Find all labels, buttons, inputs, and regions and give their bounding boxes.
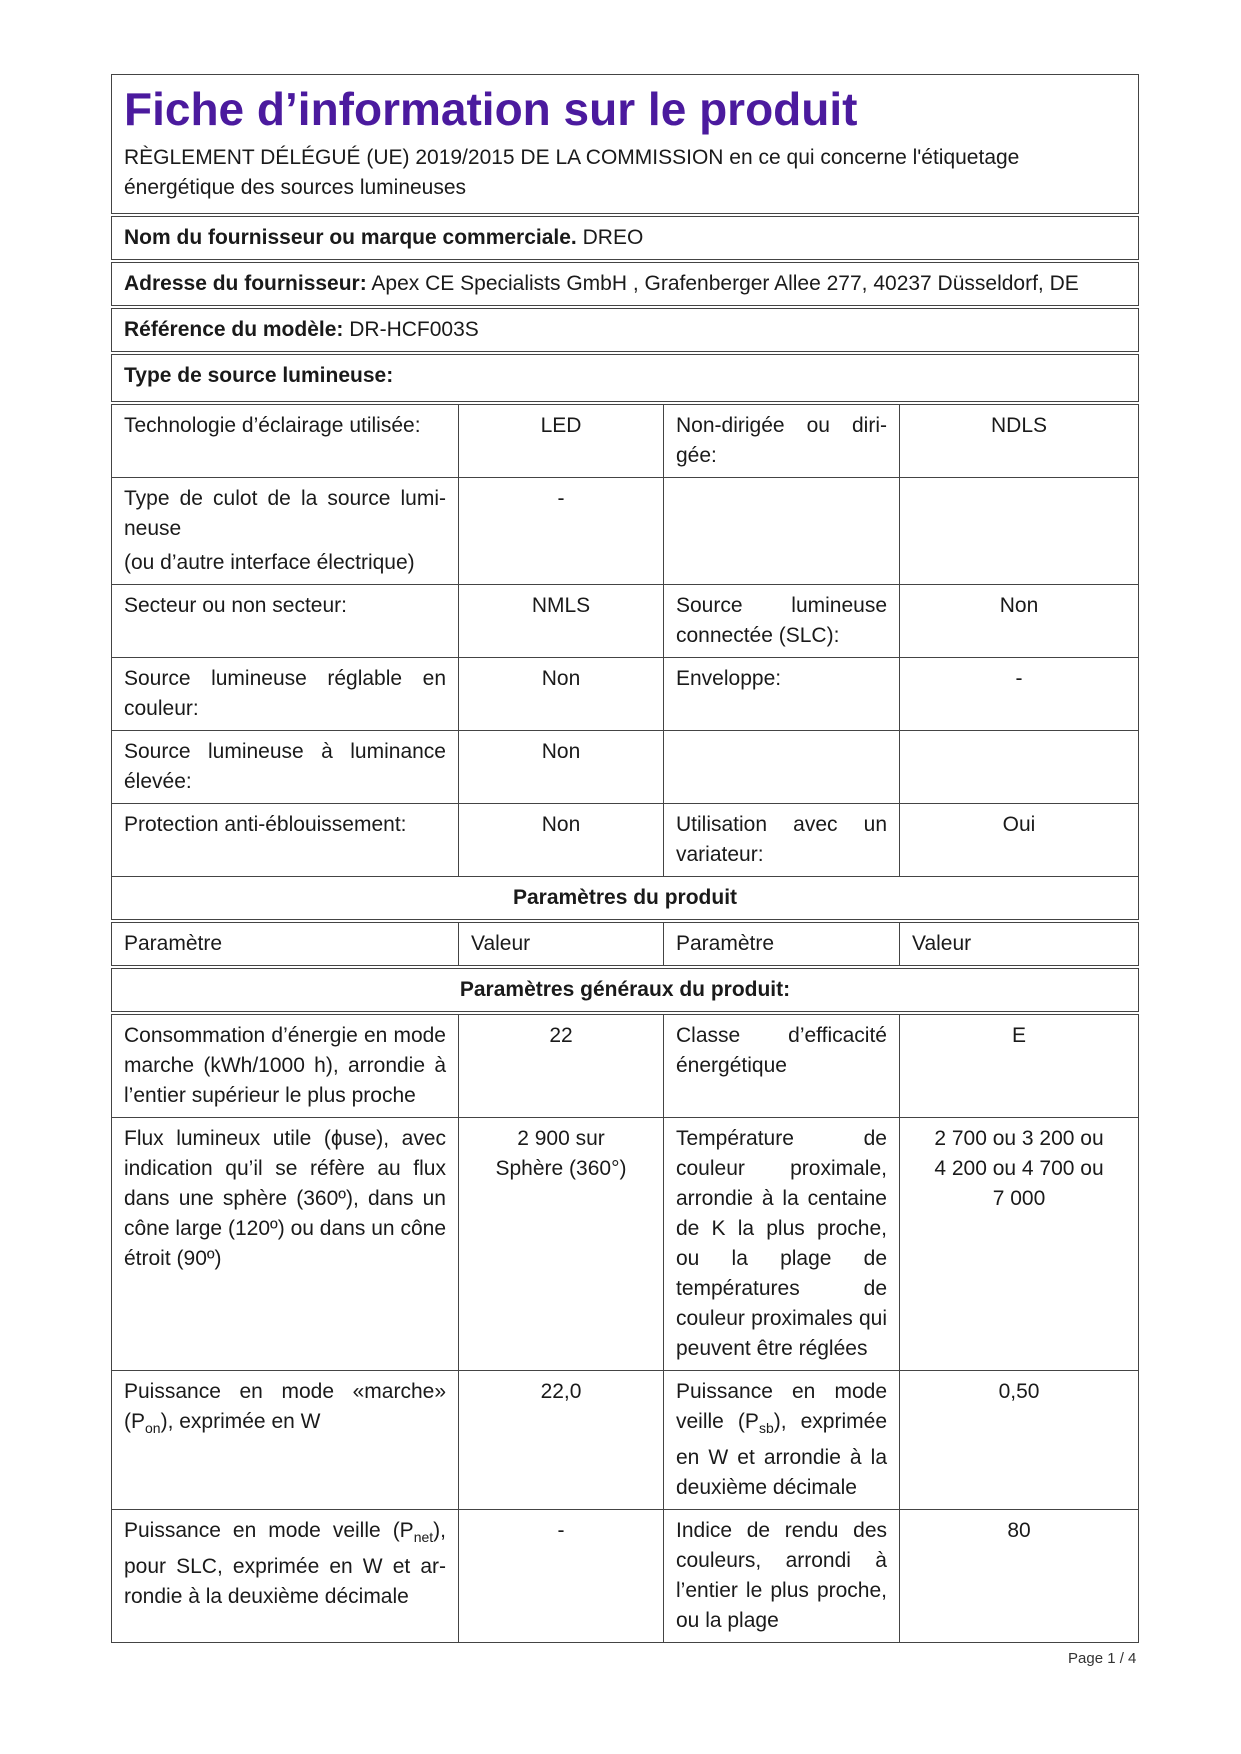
model-reference-row <box>112 307 1139 353</box>
table-row <box>112 1371 1139 1510</box>
parameter-value: Non <box>900 585 1139 658</box>
psb-value: 0,50 <box>900 1371 1139 1510</box>
supplier-address-label: Adresse du fournisseur: <box>124 272 367 295</box>
light-source-type-row <box>112 353 1139 403</box>
parameter-label: Source lumineuse à luminance élevée: <box>112 731 459 804</box>
table-row <box>112 585 1139 658</box>
cri-label: Indice de rendu des couleurs, arrondi à l’entier le plus proche, ou la plage <box>664 1510 900 1643</box>
parameter-label: Température de couleur proximale, arrondie à la centaine de K la plus proche, ou la plage de températures de couleur proximales qui peuvent être réglées <box>664 1118 900 1371</box>
column-header-value: Valeur <box>900 921 1139 967</box>
pnet-label: Puissance en mode veille $(P_{net})$, pour SLC, exprimée en W et arrondie à la deuxième décimale <box>112 1510 459 1643</box>
parameter-value: Non <box>459 804 664 877</box>
parameter-value: Non <box>459 658 664 731</box>
parameter-label-note: (ou d’autre interface électrique) <box>124 551 415 574</box>
cri-value: 80 <box>900 1510 1139 1643</box>
page-number: Page 1 / 4 <box>1068 1650 1137 1667</box>
pon-value: 22,0 <box>459 1371 664 1510</box>
regulation-text: RÈGLEMENT DÉLÉGUÉ (UE) 2019/2015 DE LA COMMISSION en ce qui concerne l'étiquetage énergétique des sources lumineuses <box>124 146 1020 199</box>
model-reference-value: DR-HCF003S <box>349 318 479 341</box>
column-header-parameter: Paramètre <box>112 921 459 967</box>
parameter-label <box>664 478 900 585</box>
parameter-label: Classe d’efficacité énergétique <box>664 1013 900 1118</box>
parameter-label: Utilisation avec un variateur: <box>664 804 900 877</box>
model-reference-label: Référence du modèle: <box>124 318 344 341</box>
parameter-value <box>900 731 1139 804</box>
column-header-parameter: Paramètre <box>664 921 900 967</box>
column-header-value: Valeur <box>459 921 664 967</box>
supplier-address-row <box>112 261 1139 307</box>
title-cell <box>112 75 1139 216</box>
table-row <box>112 1510 1139 1643</box>
table-row <box>112 658 1139 731</box>
column-header-row <box>112 921 1139 967</box>
supplier-name-value: DREO <box>582 226 644 249</box>
parameter-label <box>664 731 900 804</box>
table-row <box>112 804 1139 877</box>
parameter-label: Source lumineuse réglable en couleur: <box>112 658 459 731</box>
parameter-value: LED <box>459 403 664 478</box>
parameter-value <box>900 478 1139 585</box>
supplier-name-row <box>112 215 1139 261</box>
product-information-sheet <box>111 74 1138 1643</box>
parameter-label: Enveloppe: <box>664 658 900 731</box>
pon-label: Puissance en mode «marche» $(P_{on})$, exprimée en W <box>112 1371 459 1510</box>
parameter-label: Type de culot de la source lumineuse <box>124 487 446 540</box>
pnet-value: - <box>459 1510 664 1643</box>
parameter-label: Technologie d’éclairage utilisée: <box>112 403 459 478</box>
parameter-value: - <box>900 658 1139 731</box>
parameter-value: NDLS <box>900 403 1139 478</box>
parameter-label: Source lumineuse connectée (SLC): <box>664 585 900 658</box>
parameter-value: NMLS <box>459 585 664 658</box>
parameter-value: 22 <box>459 1013 664 1118</box>
parameter-value: Non <box>459 731 664 804</box>
light-source-type-label: Type de source lumineuse: <box>124 364 394 387</box>
parameter-value: Oui <box>900 804 1139 877</box>
parameter-label-cell <box>112 478 459 585</box>
table-row <box>112 478 1139 585</box>
parameter-value: - <box>459 478 664 585</box>
parameter-value: 2 700 ou 3 200 ou 4 200 ou 4 700 ou 7 000 <box>900 1118 1139 1371</box>
supplier-address-value: Apex CE Specialists GmbH , Grafenberger Allee 277, 40237 Düsseldorf, DE <box>371 272 1079 295</box>
product-parameters-heading: Paramètres du produit <box>112 877 1139 922</box>
table-row <box>112 731 1139 804</box>
supplier-name-label: Nom du fournisseur ou marque commerciale. <box>124 226 577 249</box>
parameter-label: Non-dirigée ou dirigée: <box>664 403 900 478</box>
parameter-label: Flux lumineux utile (ɸuse), avec indication qu’il se réfère au flux dans une sphère (360º), dans un cône large (120º) ou dans un cône étroit (90º) <box>112 1118 459 1371</box>
parameter-label: Consommation d’énergie en mode marche (kWh/1000 h), arrondie à l’entier supérieur le plus proche <box>112 1013 459 1118</box>
table-row <box>112 403 1139 478</box>
parameter-value: 2 900 sur Sphère (360°) <box>459 1118 664 1371</box>
product-sheet-table <box>111 74 1139 1643</box>
parameter-value: E <box>900 1013 1139 1118</box>
general-parameters-heading: Paramètres généraux du produit: <box>112 967 1139 1013</box>
table-row <box>112 1118 1139 1371</box>
page-title: Fiche d’information sur le produit <box>124 83 858 135</box>
psb-label: Puissance en mode veille $(P_{sb})$, exprimée en W et arrondie à la deuxième décimale <box>664 1371 900 1510</box>
table-row <box>112 1013 1139 1118</box>
parameter-label: Protection anti-éblouissement: <box>112 804 459 877</box>
parameter-label: Secteur ou non secteur: <box>112 585 459 658</box>
